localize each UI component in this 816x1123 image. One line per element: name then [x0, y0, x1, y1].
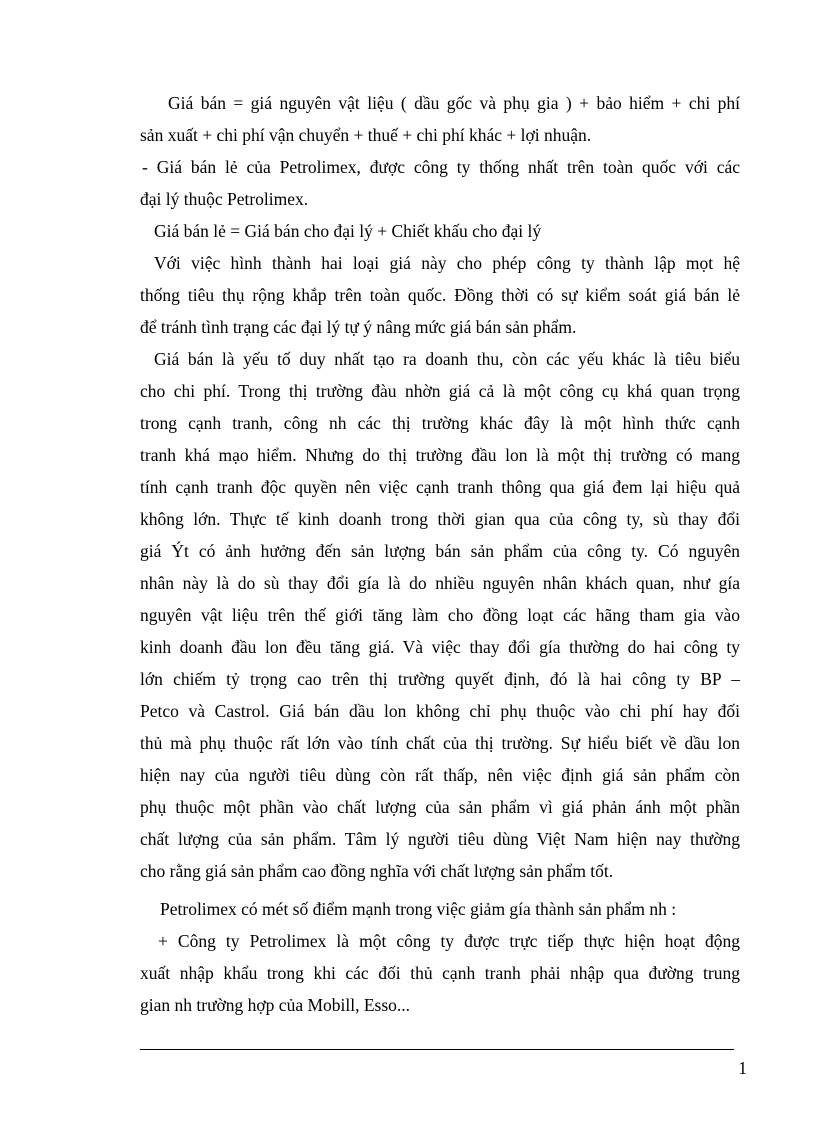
- text-line: gian nh trường hợp của Mobill, Esso...: [140, 995, 411, 1015]
- text-line: nhân này là do sù thay đổi gía là do nhiều nguyên nhân khách quan, như gía: [140, 573, 740, 593]
- text-line: sản xuất + chi phí vận chuyển + thuế + chi phí khác + lợi nhuận.: [140, 125, 592, 145]
- text-line: trong cạnh tranh, công nh các thị trường khác đây là một hình thức cạnh: [140, 413, 740, 433]
- text-line: Giá bán lẻ = Giá bán cho đại lý + Chiết khấu cho đại lý: [154, 221, 542, 241]
- text-line: thủ mà phụ thuộc rất lớn vào tính chất của thị trường. Sự hiểu biết về dầu lon: [140, 733, 740, 753]
- text-line: Với việc hình thành hai loại giá này cho phép công ty thành lập mọt hệ: [154, 253, 740, 273]
- text-line: kinh doanh đầu lon đều tăng giá. Và việc thay đổi gía thường do hai công ty: [140, 637, 740, 657]
- text-line: thống tiêu thụ rộng khắp trên toàn quốc. Đồng thời có sự kiểm soát giá bán lẻ: [140, 285, 740, 305]
- text-line: Petrolimex có mét số điểm mạnh trong việc giảm gía thành sản phẩm nh :: [160, 899, 677, 919]
- text-line: - Giá bán lẻ của Petrolimex, được công ty thống nhất trên toàn quốc với các: [142, 157, 740, 177]
- text-line: Petco và Castrol. Giá bán dầu lon không chỉ phụ thuộc vào chi phí hay đối: [140, 701, 740, 721]
- text-line: xuất nhập khẩu trong khi các đối thủ cạnh tranh phải nhập qua đường trung: [140, 963, 740, 983]
- text-line: để tránh tình trạng các đại lý tự ý nâng mức giá bán sản phẩm.: [140, 317, 577, 337]
- text-line: lớn chiếm tỷ trọng cao trên thị trường quyết định, đó là hai công ty BP –: [140, 669, 740, 689]
- text-line: + Công ty Petrolimex là một công ty được trực tiếp thực hiện hoạt động: [158, 931, 740, 951]
- text-line: cho rằng giá sản phẩm cao đồng nghĩa với chất lượng sản phẩm tốt.: [140, 861, 614, 881]
- footer-rule: [140, 1049, 734, 1050]
- text-line: đại lý thuộc Petrolimex.: [140, 189, 309, 209]
- page-number: 1: [738, 1058, 747, 1078]
- text-line: chất lượng của sản phẩm. Tâm lý người tiêu dùng Việt Nam hiện nay thường: [140, 829, 740, 849]
- text-line: Giá bán là yếu tố duy nhất tạo ra doanh thu, còn các yếu khác là tiêu biểu: [154, 349, 740, 369]
- text-line: giá Ýt có ảnh hưởng đến sản lượng bán sản phẩm của công ty. Có nguyên: [140, 541, 740, 561]
- text-line: hiện nay của người tiêu dùng còn rất thấp, nên việc định giá sản phẩm còn: [140, 765, 740, 785]
- text-line: tranh khá mạo hiểm. Nhưng do thị trường đầu lon là một thị trường có mang: [140, 445, 740, 465]
- text-line: Giá bán = giá nguyên vật liệu ( dầu gốc và phụ gia ) + bảo hiểm + chi phí: [168, 93, 740, 113]
- text-line: cho chi phí. Trong thị trường đàu nhờn giá cả là một công cụ khá quan trọng: [140, 381, 740, 401]
- text-line: tính cạnh tranh độc quyền nên việc cạnh tranh thông qua giá đem lại hiệu quả: [140, 477, 740, 497]
- text-line: nguyên vật liệu trên thế giới tăng làm cho đồng loạt các hãng tham gia vào: [140, 605, 740, 625]
- text-line: không lớn. Thực tế kinh doanh trong thời gian qua của công ty, sù thay đổi: [140, 509, 740, 529]
- text-line: phụ thuộc một phần vào chất lượng của sản phẩm vì giá phản ánh một phần: [140, 797, 740, 817]
